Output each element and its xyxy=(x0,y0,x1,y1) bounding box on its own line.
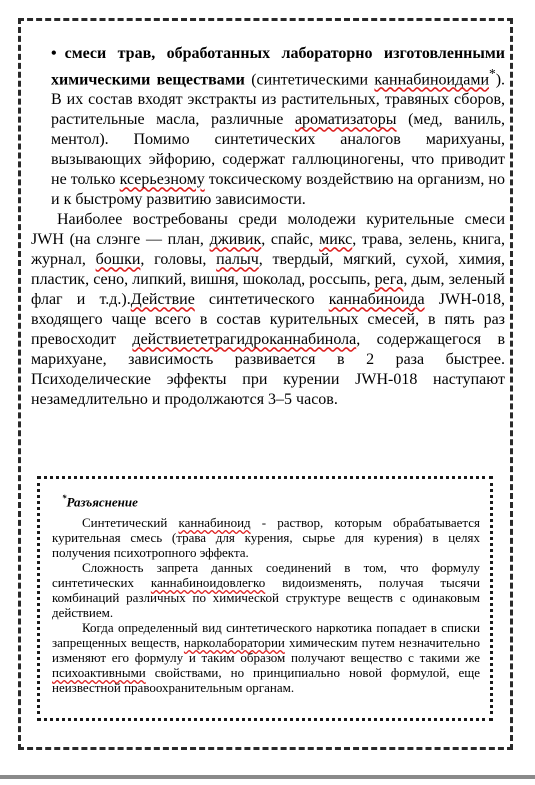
spell-underlined-word: каннабиноидовлегко xyxy=(150,575,266,591)
text-span: Сложность запрета данных соединений в том, что формулу синтетических xyxy=(52,560,480,591)
text-span: токсическому воздействию на организм, но и к быстрому развитию зависимости. xyxy=(51,171,505,209)
explanation-title-text: Разъяснение xyxy=(66,494,138,510)
spell-underlined-word: рега xyxy=(374,271,404,289)
explanation-paragraph-3 xyxy=(52,620,480,695)
spell-underlined-word: каннабиноид xyxy=(178,515,251,531)
text-span: - раствор, которым обрабатывается курительная смесь (трава для курения, сырье для курения) в целях получения психотропного эффекта. xyxy=(52,515,481,561)
text-span: , твердый, мягкий, сухой, химия, пластик, сено, липкий, вишня, шоколад, россыпь, xyxy=(31,251,505,289)
text-span: (мед, ваниль, ментол). Помимо синтетических аналогов марихуаны, вызывающих эйфорию, содержат галлюциногены, что приводит не только xyxy=(51,111,505,189)
main-text xyxy=(31,44,505,410)
explanation-title xyxy=(62,491,480,509)
second-paragraph xyxy=(31,210,505,410)
spell-underlined-word: бошки xyxy=(95,251,141,269)
spell-underlined-word: дживик xyxy=(209,231,262,249)
explanation-box xyxy=(37,476,493,721)
text-span: (синтетическими xyxy=(244,71,375,89)
spell-underlined-word: палыч xyxy=(216,251,259,269)
text-span: синтетического xyxy=(194,291,329,309)
bold-lead: смеси трав, обработанных лабораторно изготовленными химическими веществами xyxy=(51,45,505,89)
footnote-marker: * xyxy=(489,66,496,81)
text-span: , содержащегося в марихуане, зависимость развивается в 2 раза быстрее. Психоделические эффекты при курении JWH-018 наступают незамедлительно и продолжаются 3–5 часов. xyxy=(31,331,505,409)
explanation-paragraph-2 xyxy=(52,560,480,620)
text-span: видоизменять, получая тысячи комбинаций различных по химической структуре веществ с одинаковым действием. xyxy=(52,575,480,621)
spell-underlined-word: психоактивными xyxy=(52,665,146,681)
text-span: ). В их состав входят экстракты из растительных, травяных сборов, растительные масла, различные xyxy=(51,71,506,129)
spell-underlined-word: нарколаборатории xyxy=(183,635,285,651)
text-span: JWH-018, входящего чаще всего в состав курительных смесей, в пять раз превосходит xyxy=(31,291,505,349)
text-span: химическим путем незначительно изменяют его формулу и таким образом получают вещество с такими же xyxy=(52,635,480,666)
spell-underlined-word: микс xyxy=(319,231,353,249)
text-span: , дым, зеленый флаг и т.д.). xyxy=(31,271,505,309)
explanation-paragraph-1 xyxy=(52,515,480,560)
spell-underlined-word: действиететрагидроканнабинола xyxy=(132,331,357,349)
spell-underlined-word: Действие xyxy=(130,291,195,309)
spell-underlined-word: ксерьезному xyxy=(119,171,205,189)
text-span: , спайс, xyxy=(261,231,320,249)
bullet-paragraph xyxy=(31,44,505,210)
spell-underlined-word: каннабиноида xyxy=(328,291,425,309)
text-span: , трава, зелень, книга, журнал, xyxy=(31,231,505,269)
footnote-marker: * xyxy=(62,493,67,503)
spell-underlined-word: ароматизаторы xyxy=(294,111,397,129)
text-span: Когда определенный вид синтетического наркотика попадает в списки запрещенных веществ, xyxy=(52,620,480,651)
spell-underlined-word: каннабиноидами xyxy=(374,71,490,89)
bullet-icon: • xyxy=(51,45,57,62)
text-span: Синтетический xyxy=(82,515,179,531)
text-span: , головы, xyxy=(140,251,217,269)
text-span: Наиболее востребованы среди молодежи курительные смеси JWH (на слэнге — план, xyxy=(31,211,505,249)
bottom-divider xyxy=(0,775,535,779)
text-span: свойствами, но принципиально новой формулой, еще неизвестной правоохранительным органам. xyxy=(52,665,480,696)
